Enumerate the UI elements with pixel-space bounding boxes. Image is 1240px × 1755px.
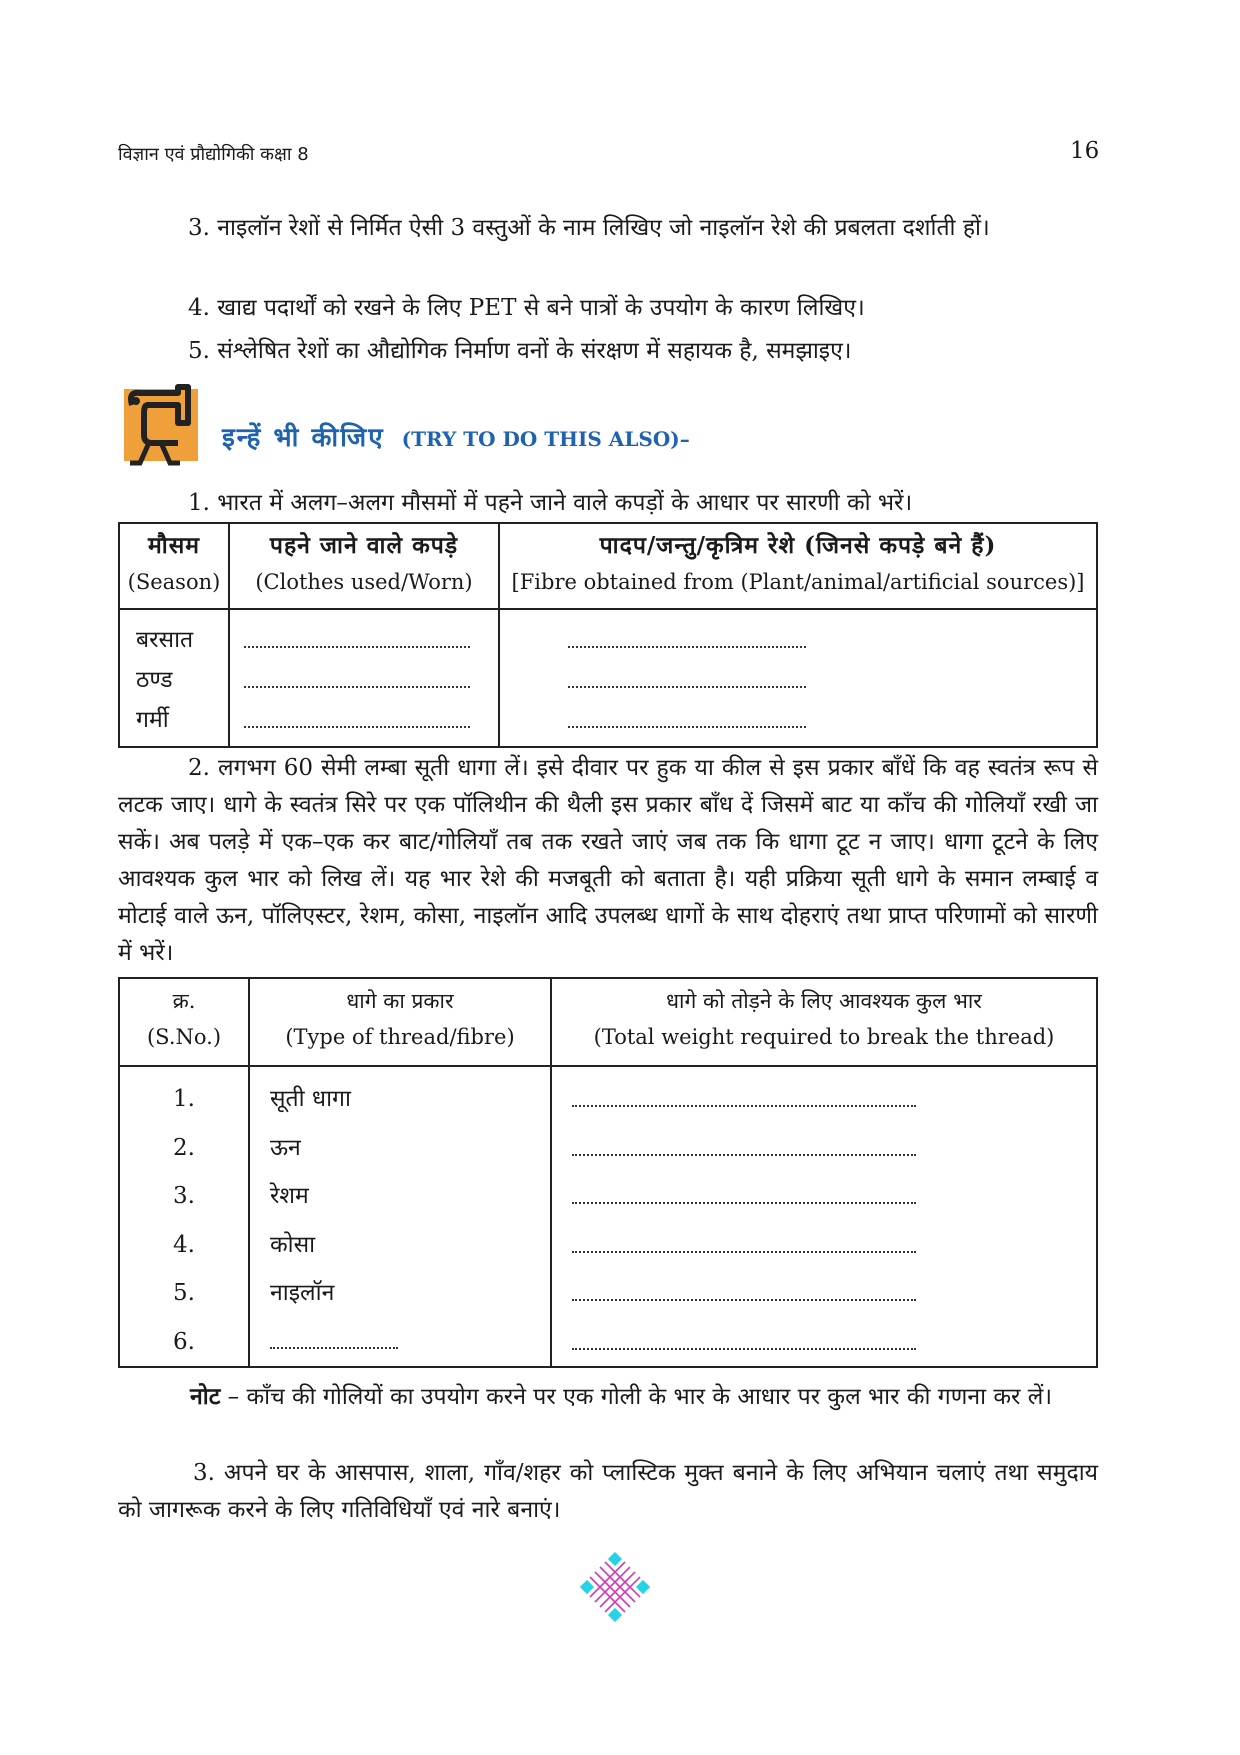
- season-cell: ठण्ड: [136, 667, 173, 693]
- fill-blank[interactable]: [568, 660, 806, 688]
- fill-blank[interactable]: [572, 1318, 916, 1350]
- thread-cell: रेशम: [270, 1183, 309, 1209]
- question-3: 3. नाइलॉन रेशों से निर्मित ऐसी 3 वस्तुओं के नाम लिखिए जो नाइलॉन रेशे की प्रबलता दर्शाती हों।: [188, 215, 990, 241]
- sno-cell: 3.: [173, 1183, 195, 1209]
- page-number: 16: [1070, 138, 1100, 164]
- running-header: विज्ञान एवं प्रौद्योगिकी कक्षा 8: [118, 144, 309, 165]
- fill-blank[interactable]: [572, 1075, 916, 1107]
- thread-column: [249, 1066, 551, 1367]
- clothes-column: [229, 609, 499, 747]
- sno-cell: 2.: [173, 1134, 195, 1161]
- note: [118, 1378, 1098, 1416]
- sno-column: [119, 1066, 249, 1367]
- table1-header-fibre: [499, 523, 1097, 609]
- header-english: (Type of thread/fibre): [285, 1025, 515, 1049]
- table2-header-sno: [119, 978, 249, 1066]
- sno-cell: 4.: [173, 1231, 195, 1258]
- fill-blank[interactable]: [244, 700, 470, 728]
- header-hindi: पहने जाने वाले कपड़े: [269, 532, 459, 559]
- table1-body: [119, 609, 1097, 747]
- header-hindi: धागे को तोड़ने के लिए आवश्यक कुल भार: [666, 989, 982, 1013]
- table2-header-row: [119, 978, 1097, 1066]
- season-cell: गर्मी: [136, 707, 169, 733]
- thread-cell: ऊन: [270, 1134, 301, 1161]
- decorative-ornament: [580, 1552, 650, 1622]
- fill-blank[interactable]: [572, 1269, 916, 1301]
- table1-header-clothes: [229, 523, 499, 609]
- header-english: (Clothes used/Worn): [255, 570, 473, 594]
- header-hindi: धागे का प्रकार: [346, 989, 454, 1013]
- table2-header-weight: [551, 978, 1097, 1066]
- sno-cell: 6.: [173, 1328, 195, 1355]
- fibre-column: [499, 609, 1097, 747]
- note-label: नोट: [190, 1383, 221, 1410]
- activity-heading-hindi: इन्हें भी कीजिए: [222, 423, 385, 453]
- sno-cell: 5.: [173, 1280, 195, 1306]
- activity-heading: [222, 418, 690, 454]
- season-cell: बरसात: [136, 627, 194, 653]
- thread-cell: [270, 1318, 550, 1367]
- activity-heading-english: (TRY TO DO THIS ALSO)–: [401, 427, 690, 451]
- note-text: – काँच की गोलियों का उपयोग करने पर एक गोली के भार के आधार पर कुल भार की गणना कर लें।: [220, 1384, 1053, 1410]
- thread-cell: कोसा: [270, 1231, 316, 1258]
- fill-blank[interactable]: [572, 1172, 916, 1204]
- header-english: (S.No.): [146, 1025, 222, 1049]
- header-english: (Season): [127, 570, 221, 594]
- header-english: (Total weight required to break the thread): [593, 1025, 1055, 1049]
- table1-header-season: [119, 523, 229, 609]
- fill-blank[interactable]: [568, 700, 806, 728]
- fill-blank[interactable]: [244, 660, 470, 688]
- season-clothes-table: [118, 522, 1098, 748]
- fill-blank[interactable]: [568, 620, 806, 648]
- fill-blank[interactable]: [244, 620, 470, 648]
- fill-blank[interactable]: [270, 1319, 398, 1349]
- header-english: [Fibre obtained from (Plant/animal/artificial sources)]: [511, 570, 1085, 594]
- activity-3-text: 3. अपने घर के आसपास, शाला, गाँव/शहर को प्लास्टिक मुक्त बनाने के लिए अभियान चलाएं तथा समुदाय को जागरूक करने के लिए गतिविधियाँ एवं नारे बनाएं।: [118, 1460, 1098, 1523]
- weight-column: [551, 1066, 1097, 1367]
- header-hindi: पादप/जन्तु/कृत्रिम रेशे (जिनसे कपड़े बने हैं): [599, 532, 997, 559]
- table2-header-thread: [249, 978, 551, 1066]
- table2-body: [119, 1066, 1097, 1367]
- question-4: 4. खाद्य पदार्थों को रखने के लिए PET से बने पात्रों के उपयोग के कारण लिखिए।: [188, 295, 865, 321]
- activity-1-intro: 1. भारत में अलग–अलग मौसमों में पहने जाने वाले कपड़ों के आधार पर सारणी को भरें।: [188, 490, 913, 516]
- season-column: [119, 609, 229, 747]
- thread-cell: नाइलॉन: [270, 1280, 335, 1306]
- activity-icon: [118, 383, 204, 469]
- activity-2-text: 2. लगभग 60 सेमी लम्बा सूती धागा लें। इसे दीवार पर हुक या कील से इस प्रकार बाँधें कि वह स्वतंत्र रूप से लटक जाए। धागे के स्वतंत्र सिरे पर एक पॉलिथीन की थैली इस प्रकार बाँध दें जिसमें बाट या काँच की गोलियाँ रखी जा सकें। अब पलड़े में एक–एक कर बाट/गोलियाँ तब तक रखते जाएं जब तक कि धागा टूट न जाए। धागा टूटने के लिए आवश्यक कुल भार को लिख लें। यह भार रेशे की मजबूती को बताता है। यही प्रक्रिया सूती धागे के समान लम्बाई व मोटाई वाले ऊन, पॉलिएस्टर, रेशम, कोसा, नाइलॉन आदि उपलब्ध धागों के साथ दोहराएं तथा प्राप्त परिणामों को सारणी में भरें।: [118, 755, 1098, 966]
- thread-cell: सूती धागा: [270, 1086, 351, 1112]
- header-hindi: मौसम: [147, 532, 200, 559]
- thread-strength-table: [118, 977, 1098, 1368]
- header-hindi: क्र.: [172, 989, 196, 1013]
- sno-cell: 1.: [173, 1086, 195, 1112]
- table1-header-row: [119, 523, 1097, 609]
- question-5: 5. संश्लेषित रेशों का औद्योगिक निर्माण वनों के संरक्षण में सहायक है, समझाइए।: [188, 338, 852, 364]
- fill-blank[interactable]: [572, 1221, 916, 1253]
- fill-blank[interactable]: [572, 1124, 916, 1156]
